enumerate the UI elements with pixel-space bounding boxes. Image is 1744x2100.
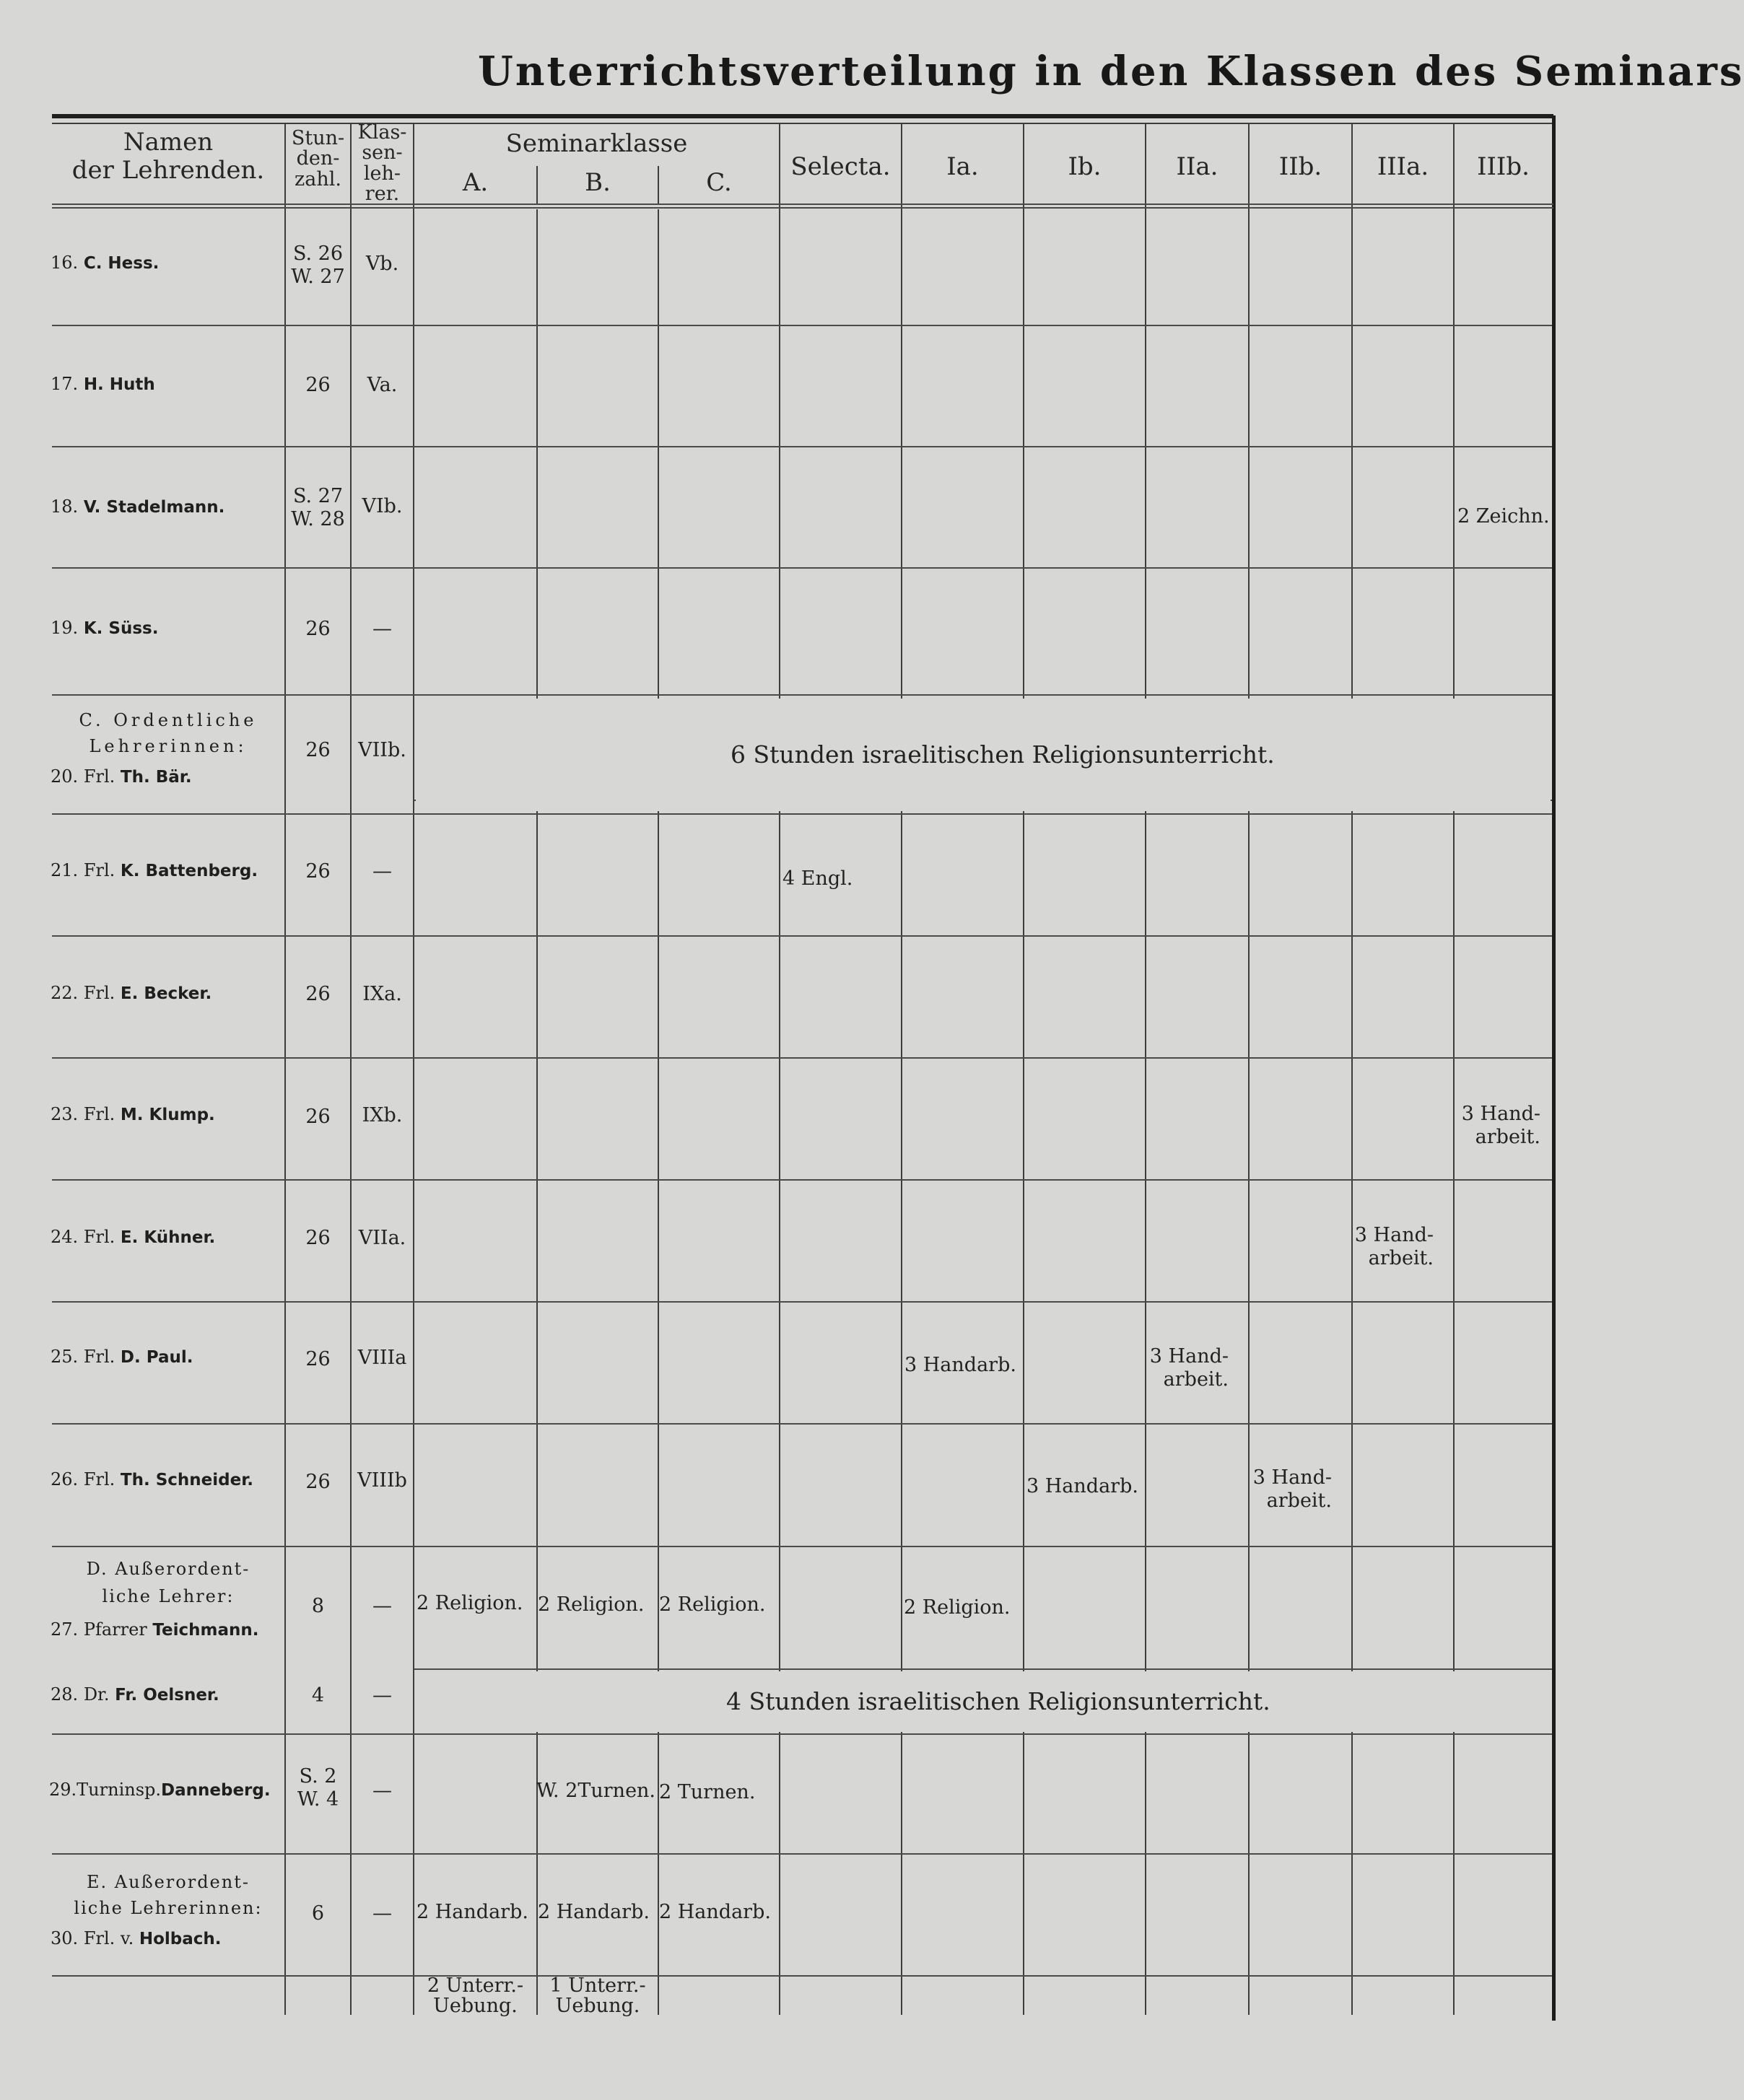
header-seminar-a: A. bbox=[462, 168, 489, 197]
table-right-border bbox=[1552, 115, 1556, 2021]
header-iiia: IIIa. bbox=[1377, 152, 1429, 181]
teacher-row-22: 22. Frl. E. Becker. bbox=[51, 983, 212, 1003]
col-divider bbox=[536, 209, 538, 2015]
cell-seminar-c: 2 Handarb. bbox=[659, 1901, 771, 1923]
col-divider bbox=[413, 124, 414, 2015]
page-title: Unterrichtsverteilung in den Klassen des Seminars bbox=[478, 48, 1744, 95]
cell-seminar-b: W. 2Turnen. bbox=[536, 1780, 656, 1802]
cell-iiia: 3 Hand- arbeit. bbox=[1354, 1224, 1434, 1270]
hours-cell: S. 2 W. 4 bbox=[297, 1765, 339, 1811]
class-cell: — bbox=[372, 860, 392, 883]
header-ib: Ib. bbox=[1068, 152, 1102, 181]
hours-cell: 26 bbox=[305, 1471, 331, 1493]
teacher-row-17: 17. H. Huth bbox=[51, 374, 155, 394]
section-heading: liche Lehrer: bbox=[102, 1586, 235, 1606]
row-divider bbox=[414, 1668, 1552, 1670]
row-divider bbox=[52, 1546, 1552, 1547]
hours-cell: 26 bbox=[305, 1106, 331, 1128]
hours-cell: S. 27 W. 28 bbox=[291, 485, 345, 531]
col-divider bbox=[658, 209, 659, 2015]
row-divider bbox=[52, 567, 1552, 569]
teacher-row-19: 19. K. Süss. bbox=[51, 618, 159, 638]
teacher-row-21: 21. Frl. K. Battenberg. bbox=[51, 860, 258, 880]
cell-ib: 3 Handarb. bbox=[1026, 1475, 1138, 1497]
section-heading: liche Lehrerinnen: bbox=[74, 1898, 263, 1918]
cell-seminar-c: 2 Religion. bbox=[659, 1593, 766, 1616]
section-heading: D. Außerordent- bbox=[86, 1559, 250, 1579]
hours-cell: 26 bbox=[305, 1227, 331, 1249]
row-divider bbox=[52, 1853, 1552, 1855]
span-cell-religion: 6 Stunden israelitischen Religionsunterricht. bbox=[731, 740, 1275, 769]
section-heading: C. Ordentliche bbox=[79, 710, 258, 730]
row-divider bbox=[52, 935, 1552, 937]
hours-cell: 4 bbox=[311, 1684, 325, 1707]
hours-cell: 26 bbox=[305, 983, 331, 1005]
cell-seminar-b: 2 Religion. bbox=[538, 1593, 645, 1616]
header-selecta: Selecta. bbox=[790, 152, 891, 181]
class-cell: — bbox=[372, 1780, 392, 1802]
header-names: Namen der Lehrenden. bbox=[71, 128, 265, 185]
section-heading: E. Außerordent- bbox=[87, 1872, 250, 1892]
cell-iiib: 3 Hand- arbeit. bbox=[1461, 1103, 1540, 1149]
cell-selecta: 4 Engl. bbox=[782, 867, 853, 890]
cell-seminar-a-practice: 2 Unterr.- Uebung. bbox=[427, 1974, 524, 2018]
class-cell: — bbox=[372, 1595, 392, 1617]
row-divider bbox=[52, 1301, 1552, 1303]
row-divider bbox=[52, 1733, 1552, 1735]
hours-cell: 26 bbox=[305, 1348, 331, 1370]
row-divider bbox=[52, 1057, 1552, 1059]
teacher-row-23: 23. Frl. M. Klump. bbox=[51, 1104, 215, 1124]
hours-cell: S. 26 W. 27 bbox=[291, 242, 345, 289]
teacher-row-29: 29.Turninsp.Danneberg. bbox=[49, 1780, 271, 1800]
header-seminarklasse: Seminarklasse bbox=[505, 129, 688, 158]
section-heading: Lehrerinnen: bbox=[89, 736, 248, 756]
teacher-row-26: 26. Frl. Th. Schneider. bbox=[51, 1469, 253, 1489]
teacher-row-25: 25. Frl. D. Paul. bbox=[51, 1347, 193, 1367]
class-cell: Va. bbox=[367, 374, 398, 396]
cell-iib: 3 Hand- arbeit. bbox=[1252, 1466, 1332, 1513]
hours-cell: 6 bbox=[311, 1902, 325, 1925]
class-cell: Vb. bbox=[365, 253, 399, 275]
header-class-teacher: Klas- sen- leh- rer. bbox=[357, 121, 407, 206]
cell-seminar-a: 2 Religion. bbox=[417, 1592, 523, 1614]
header-seminar-c: C. bbox=[706, 168, 732, 197]
cell-seminar-a: 2 Handarb. bbox=[417, 1901, 528, 1923]
class-cell: IXb. bbox=[362, 1104, 403, 1126]
class-cell: — bbox=[372, 1684, 392, 1707]
class-cell: VIIa. bbox=[358, 1227, 406, 1249]
row-divider bbox=[52, 694, 1552, 696]
teacher-row-16: 16. C. Hess. bbox=[51, 253, 160, 273]
class-cell: IXa. bbox=[362, 983, 402, 1005]
row-divider bbox=[52, 1975, 1552, 1977]
teacher-row-24: 24. Frl. E. Kühner. bbox=[51, 1227, 216, 1247]
cell-seminar-c: 2 Turnen. bbox=[659, 1781, 756, 1803]
class-cell: VIb. bbox=[362, 495, 403, 517]
hours-cell: 26 bbox=[305, 374, 331, 396]
teacher-row-30: 30. Frl. v. Holbach. bbox=[51, 1928, 222, 1948]
header-rule-thin bbox=[52, 123, 1553, 124]
class-cell: VIIIa bbox=[357, 1347, 407, 1369]
hours-cell: 8 bbox=[311, 1595, 325, 1617]
class-cell: — bbox=[372, 1902, 392, 1925]
teacher-row-27: 27. Pfarrer Teichmann. bbox=[51, 1619, 259, 1640]
cell-iiib: 2 Zeichn. bbox=[1457, 505, 1550, 528]
cell-seminar-b-practice: 1 Unterr.- Uebung. bbox=[549, 1974, 646, 2018]
cell-ia: 3 Handarb. bbox=[904, 1354, 1016, 1376]
header-iib: IIb. bbox=[1278, 152, 1322, 181]
cell-ia: 2 Religion. bbox=[904, 1596, 1011, 1619]
col-divider bbox=[284, 124, 286, 2015]
hours-cell: 26 bbox=[305, 618, 331, 640]
header-seminar-b: B. bbox=[585, 168, 611, 197]
hours-cell: 26 bbox=[305, 860, 331, 883]
header-bottom-rule bbox=[52, 204, 1553, 205]
header-ia: Ia. bbox=[946, 152, 979, 181]
row-divider bbox=[52, 1179, 1552, 1181]
col-divider bbox=[350, 124, 352, 2015]
teacher-row-20: 20. Frl. Th. Bär. bbox=[51, 766, 192, 787]
class-cell: — bbox=[372, 618, 392, 640]
span-cell-religion: 4 Stunden israelitischen Religionsunterricht. bbox=[726, 1687, 1270, 1715]
row-divider bbox=[52, 1423, 1552, 1425]
class-cell: VIIb. bbox=[358, 739, 406, 761]
teacher-row-28: 28. Dr. Fr. Oelsner. bbox=[51, 1684, 219, 1705]
hours-cell: 26 bbox=[305, 739, 331, 761]
header-bottom-rule bbox=[52, 207, 1553, 209]
header-hours: Stun- den- zahl. bbox=[291, 127, 345, 191]
teacher-row-18: 18. V. Stadelmann. bbox=[51, 496, 225, 517]
header-rule bbox=[52, 114, 1553, 118]
cell-iia: 3 Hand- arbeit. bbox=[1149, 1345, 1229, 1391]
row-divider bbox=[52, 325, 1552, 326]
header-iiib: IIIb. bbox=[1477, 152, 1530, 181]
row-divider bbox=[52, 446, 1552, 447]
header-iia: IIa. bbox=[1176, 152, 1218, 181]
class-cell: VIIIb bbox=[357, 1469, 407, 1492]
row-divider bbox=[52, 813, 1552, 815]
cell-seminar-b: 2 Handarb. bbox=[538, 1901, 650, 1923]
